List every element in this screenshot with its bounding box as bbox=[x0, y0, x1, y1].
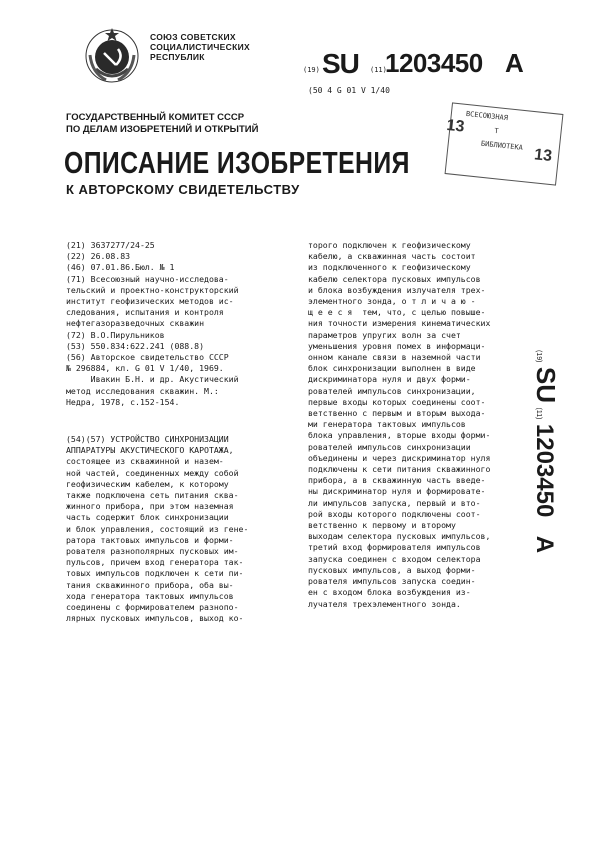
library-stamp bbox=[445, 102, 564, 185]
committee-line: ПО ДЕЛАМ ИЗОБРЕТЕНИЙ И ОТКРЫТИЙ bbox=[66, 124, 259, 135]
document-kind: A bbox=[505, 48, 524, 78]
issuer-line: СОЦИАЛИСТИЧЕСКИХ bbox=[150, 42, 250, 52]
inid-code-11: (11) bbox=[370, 66, 387, 74]
state-committee bbox=[66, 112, 258, 136]
side-patent-number: 1203450 bbox=[531, 423, 558, 518]
ipc-classification: (50 4 G 01 V 1/40 bbox=[308, 86, 390, 95]
stamp-line: БИБЛИОТЕКА bbox=[480, 139, 524, 152]
side-inid-19: (19) bbox=[535, 350, 542, 363]
document-subtitle: К АВТОРСКОМУ СВИДЕТЕЛЬСТВУ bbox=[66, 182, 300, 197]
issuer-line: РЕСПУБЛИК bbox=[150, 52, 205, 62]
stamp-number: 13 bbox=[533, 146, 553, 166]
country-code: SU bbox=[322, 48, 359, 79]
bibliographic-data: (21) 3637277/24-25 (22) 26.08.83 (46) 07.01.86.Бюл. № 1 (71) Всесоюзный научно-исследова- тельский и проектно-конструкторский институт геофизических методов ис- следования, испытания и контроля нефтегазоразведочных скважин (72) В.О.Пирульников (53) 550.834:622.241 (088.8) (56) Авторское свидетельство СССР № 296884, кл. G 01 V 1/40, 1969. Ивакин Б.Н. и др. Акустический метод исследования скважин. М.: Недра, 1978, с.152-154. bbox=[66, 240, 239, 407]
side-country-code: SU bbox=[531, 366, 561, 404]
committee-line: ГОСУДАРСТВЕННЫЙ КОМИТЕТ СССР bbox=[66, 112, 245, 123]
document-title: ОПИСАНИЕ ИЗОБРЕТЕНИЯ bbox=[64, 145, 410, 180]
vertical-patent-id bbox=[531, 350, 561, 650]
issuer-country bbox=[150, 32, 250, 62]
patent-number: 1203450 bbox=[385, 48, 483, 78]
claim-text-right: торого подключен к геофизическому кабелю, а скважинная часть состоит из подключенного к геофизическому кабелю селектора пусковых импульсов и блока возбуждения излучателя трех- элементного зонда, о т л и ч а ю - щ е е с я тем, что, с целью повыше- ния точности измерения кинематических параметров упругих волн за счет уменьшения уровня помех в информаци- онном канале связи в наземной части блок синхронизации выполнен в виде дискриминатора нуля и двух форми- рователей импульсов синхронизации, первые входы которых соединены соот- ветственно с первым и вторым выхода- ми генератора тактовых импульсов блока управления, вторые входы форми- рователей импульсов синхронизации объединены и через дискриминатор нуля подключены к сети питания скважинного прибора, а в скважинную часть введе- ны дискриминатор нуля и формировате- ли импульсов запуска, первый и вто- рой входы которого подключены соот- ветственно к первому и второму выходам селектора пусковых импульсов, третий вход формирователя импульсов запуска соединен с входом селектора пусковых импульсов, а выход форми- рователя импульсов запуска соедин- ен с входом блока возбуждения из- лучателя трехэлементного зонда. bbox=[308, 240, 491, 609]
issuer-line: СОЮЗ СОВЕТСКИХ bbox=[150, 32, 236, 42]
stamp-line: ВСЕСОЮЗНАЯ bbox=[465, 109, 509, 123]
inid-code-19: (19) bbox=[303, 66, 320, 74]
side-document-kind: A bbox=[531, 535, 558, 554]
stamp-number: 13 bbox=[445, 116, 466, 136]
state-emblem-icon bbox=[82, 25, 142, 85]
stamp-line: Т bbox=[493, 126, 499, 136]
side-inid-11: (11) bbox=[535, 407, 542, 420]
claim-text-left: (54)(57) УСТРОЙСТВО СИНХРОНИЗАЦИИ АППАРАТУРЫ АКУСТИЧЕСКОГО КАРОТАЖА, состоящее из скважинной и назем- ной частей, соединенных между собой геофизическим кабелем, к которому также подключена сеть питания сква- жинного прибора, при этом наземная часть содержит блок синхронизации и блок управления, состоящий из гене- ратора тактовых импульсов и форми- рователя разнополярных пусковых им- пульсов, причем вход генератора так- товых импульсов подключен к сети пи- тания скважинного прибора, оба вы- хода генератора тактовых импульсов соединены с формирователем разнопо- лярных пусковых импульсов, выход ко- bbox=[66, 434, 249, 624]
